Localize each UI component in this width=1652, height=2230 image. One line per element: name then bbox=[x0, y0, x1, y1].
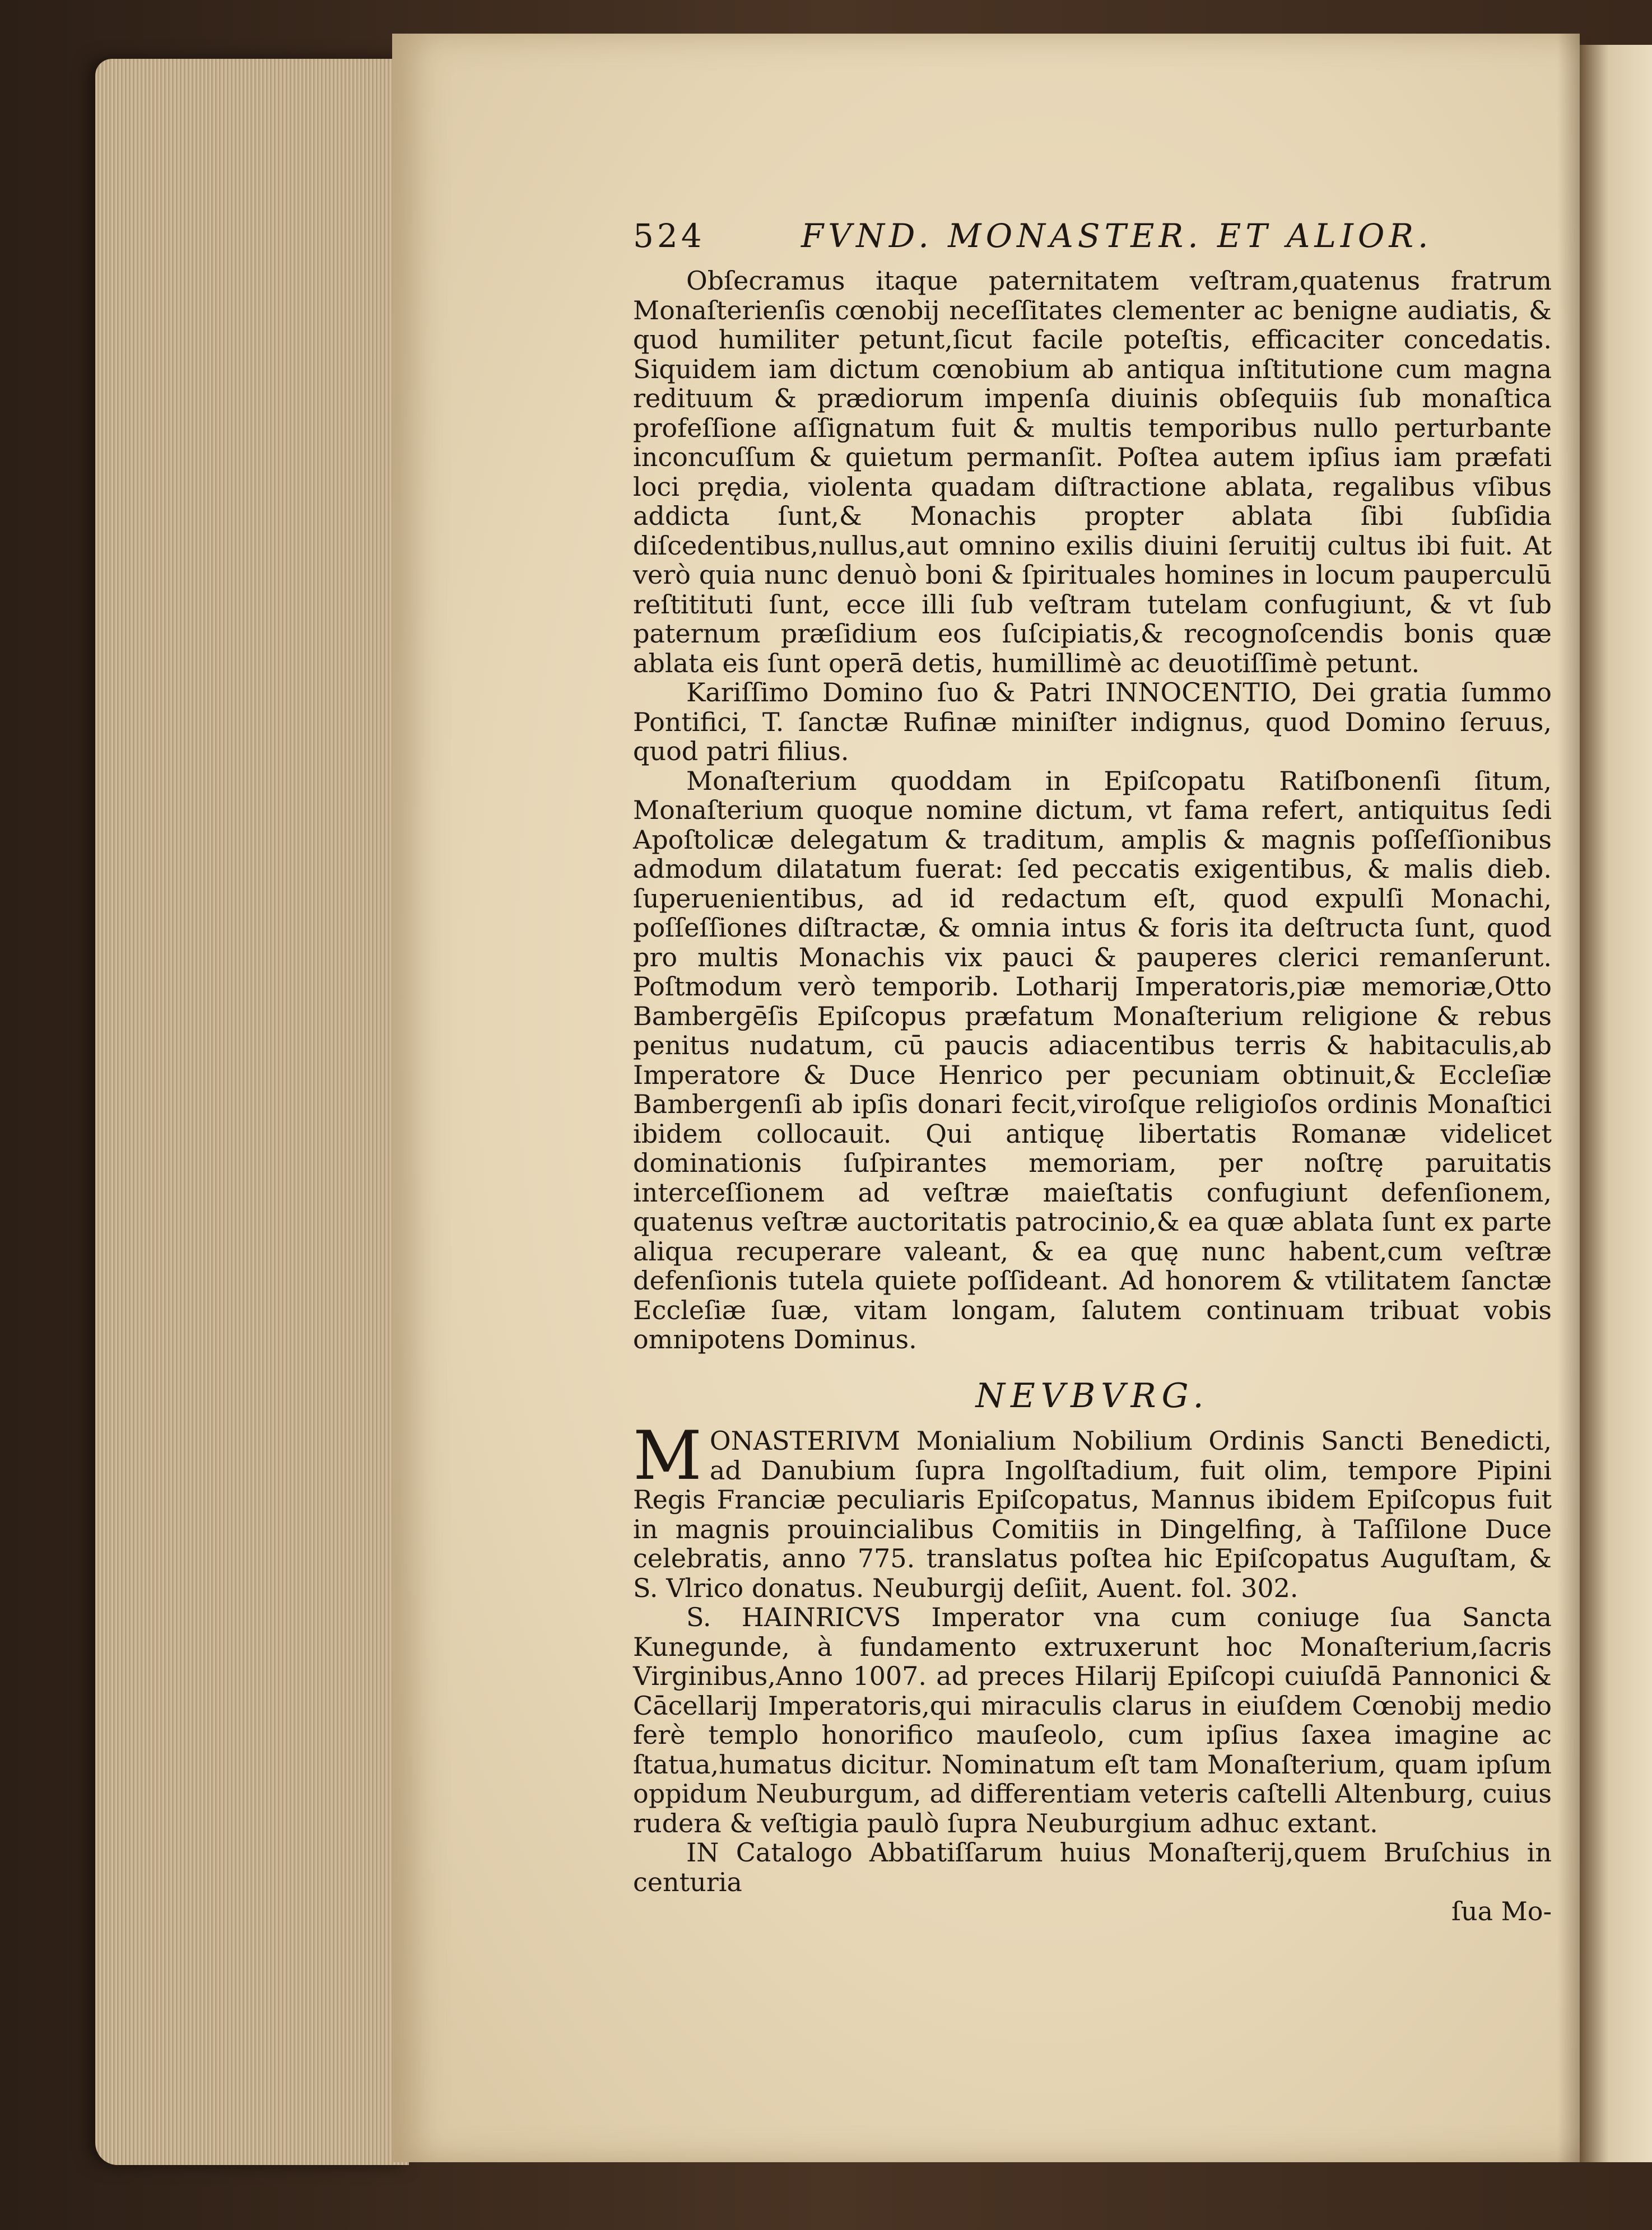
page-number: 524 bbox=[633, 217, 705, 255]
catchword: ſua Mo- bbox=[1451, 1896, 1552, 1926]
section-second-paragraph: S. HAINRICVS Imperator vna cum coniuge ſua Sancta Kunegunde, à fundamento extruxerunt hoc Monaſterium,ſacris Virginibus,Anno 1007. ad preces Hilarij Epiſcopi cuiuſdā Pannonici & Cācellarij Imperatoris,qui miraculis clarus in eiuſdem Cœnobij medio ferè templo honorifico mauſeolo, cum ipſius ſaxea imagine ac ſtatua,humatus dicitur. Nominatum eſt tam Monaſterium, quam ipſum oppidum Neuburgum, ad differentiam veteris caſtelli Altenburg, cuius rudera & veſtigia paulò ſupra Neuburgium adhuc extant. bbox=[633, 1602, 1552, 1838]
page-edges bbox=[95, 59, 409, 2165]
section-first-paragraph bbox=[633, 1417, 1552, 1603]
section-first-paragraph-text: ONASTERIVM Monialium Nobilium Ordinis Sancti Benedicti, ad Danubium ſupra Ingolſtadium, fuit olim, tempore Pipini Regis Franciæ peculiaris Epiſcopatus, Mannus ibidem Epiſcopus fuit in magnis prouincialibus Comitiis in Dingelfing, à Taſſilone Duce celebratis, anno 775. translatus poſtea hic Epiſcopatus Auguſtam, & S. Vlrico donatus. Neuburgij deſiit, Auent. fol. 302. bbox=[633, 1426, 1552, 1603]
drop-cap: M bbox=[633, 1417, 702, 1495]
facing-page-edge bbox=[1580, 45, 1652, 2162]
page-header bbox=[633, 217, 1552, 266]
paragraph-monasterium: Monaſterium quoddam in Epiſcopatu Ratiſbonenſi ſitum, Monaſterium quoque nomine dictum, vt fama refert, antiquitus ſedi Apoſtolicæ delegatum & traditum, amplis & magnis poſſeſſionibus admodum dilatatum fuerat: ſed peccatis exigentibus, & malis dieb. ſuperuenientibus, ad id redactum eſt, quod expulſi Monachi, poſſeſſiones diſtractæ, & omnia intus & foris ita deſtructa ſunt, quod pro multis Monachis vix pauci & pauperes clerici remanſerunt. Poſtmodum verò temporib. Lotharij Imperatoris,piæ memoriæ,Otto Bambergēſis Epiſcopus præfatum Monaſterium religione & rebus penitus nudatum, cū paucis adiacentibus terris & habitaculis,ab Imperatore & Duce Henrico per pecuniam obtinuit,& Eccleſiæ Bambergenſi ab ipſis donari fecit,viroſque religioſos ordinis Monaſtici ibidem collocauit. Qui antiquę libertatis Romanæ videlicet dominationis ſuſpirantes memoriam, per noſtrę paruitatis interceſſionem ad veſtræ maieſtatis confugiunt defenſionem, quatenus veſtræ auctoritatis patrocinio,& ea quæ ablata ſunt ex parte aliqua recuperare valeant, & ea quę nunc habent,cum veſtræ defenſionis tutela quiete poſſideant. Ad honorem & vtilitatem ſanctæ Eccleſiæ ſuæ, vitam longam, ſalutem continuam tribuat vobis omnipotens Dominus. bbox=[633, 765, 1552, 1354]
section-third-paragraph: IN Catalogo Abbatiſſarum huius Monaſterij,quem Bruſchius in centuria bbox=[633, 1837, 1552, 1897]
running-head: FVND. MONASTER. ET ALIOR. bbox=[801, 217, 1433, 255]
paragraph-letter: Obſecramus itaque paternitatem veſtram,quatenus fratrum Monaſterienſis cœnobij neceſſitates clementer ac benigne audiatis, & quod humiliter petunt,ſicut facile poteſtis, efficaciter concedatis. Siquidem iam dictum cœnobium ab antiqua inſtitutione cum magna redituum & prædiorum impenſa diuinis obſequiis ſub monaſtica profeſſione aſſignatum fuit & multis temporibus nullo perturbante inconcuſſum & quietum permanſit. Poſtea autem ipſius iam præfati loci prędia, violenta quadam diſtractione ablata, regalibus vſibus addicta ſunt,& Monachis propter ablata ſibi ſubſidia diſcedentibus,nullus,aut omnino exilis diuini ſeruitij cultus ibi fuit. At verò quia nunc denuò boni & ſpirituales homines in locum pauperculū reſtitituti ſunt, ecce illi ſub veſtram tutelam confugiunt, & vt ſub paternum præſidium eos ſuſcipiatis,& recognoſcendis bonis quæ ablata eis ſunt operā detis, humillimè ac deuotiſſimè petunt. bbox=[633, 266, 1552, 678]
section-title: NEVBVRG. bbox=[975, 1376, 1209, 1416]
paragraph-salutation: Kariſſimo Domino ſuo & Patri INNOCENTIO, Dei gratia ſummo Pontifici, T. ſanctæ Rufinæ miniſter indignus, quod Domino ſeruus, quod patri filius. bbox=[633, 677, 1552, 766]
page-text bbox=[633, 217, 1552, 1926]
